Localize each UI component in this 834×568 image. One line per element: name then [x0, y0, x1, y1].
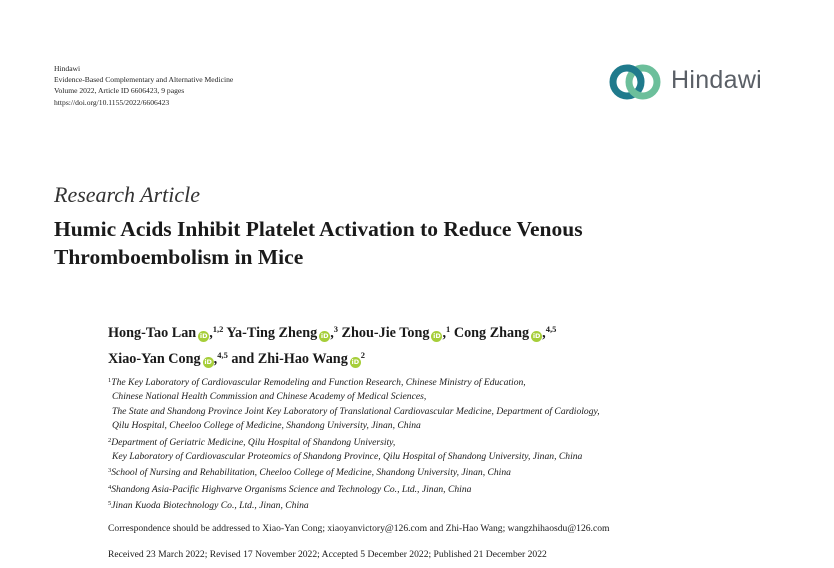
author-affiliation-sup: 3	[333, 324, 338, 334]
affiliation-line	[108, 481, 600, 497]
affiliation-line	[108, 434, 600, 450]
affiliation-line	[108, 374, 600, 390]
doi-link[interactable]: https://doi.org/10.1155/2022/6606423	[54, 97, 170, 107]
orcid-icon[interactable]: iD	[320, 332, 329, 340]
author-name: Cong Zhang	[453, 325, 530, 341]
affiliation-text: The Key Laboratory of Cardiovascular Remodeling and Function Research, Chinese Ministry of Education,	[111, 377, 526, 388]
author-affiliation-sup: 4,5	[217, 350, 228, 360]
affiliation-line	[108, 450, 600, 464]
title-line: Thromboembolism in Mice	[54, 245, 304, 269]
affiliation-text: Qilu Hospital, Cheeloo College of Medicine, Shandong University, Jinan, China	[112, 420, 421, 432]
orcid-icon[interactable]: iD	[532, 332, 541, 340]
affiliation-text: Jinan Kuoda Biotechnology Co., Ltd., Jinan, China	[111, 500, 309, 512]
author-separator: and	[227, 351, 258, 367]
author-name: Zhi-Hao Wang	[257, 351, 348, 367]
author-line: Xiao-Yan Cong iD ,$^{4,5}$ and Zhi-Hao Wang $iD^2$	[108, 350, 366, 367]
author-name: Ya-Ting Zheng	[226, 325, 318, 341]
hindawi-logo-icon	[607, 62, 663, 102]
author-affiliation-sup: 1,2	[212, 324, 224, 334]
orcid-icon[interactable]: iD	[351, 358, 360, 366]
affiliation-line	[108, 464, 600, 480]
author-list	[108, 318, 556, 370]
author-affiliation-sup: 4,5	[545, 324, 557, 334]
affiliation-text: The State and Shandong Province Joint Key Laboratory of Translational Cardiovascular Medicine, Department of Cardiology,	[112, 405, 600, 417]
affiliation-text: School of Nursing and Rehabilitation, Cheeloo College of Medicine, Shandong University, Jinan, China	[111, 467, 511, 479]
author-line: Hong-Tao Lan iD ,$^{1,2}$ Ya-Ting Zheng iD ,$^3$ Zhou-Jie Tong iD ,$^1$ Cong Zhang iD ,$^{4,5}$	[108, 324, 557, 341]
affiliation-line	[108, 405, 600, 419]
author-affiliation-sup: 2	[360, 350, 366, 360]
orcid-icon[interactable]: iD	[433, 332, 441, 340]
hindawi-logo-text: Hindawi	[671, 66, 763, 94]
orcid-icon[interactable]: iD	[204, 358, 212, 366]
affiliation-text: Chinese National Health Commission and Chinese Academy of Medical Sciences,	[112, 391, 427, 403]
correspondence-line: Correspondence should be addressed to Xiao-Yan Cong; xiaoyanvictory@126.com and Zhi-Hao Wang; wangzhihaosdu@126.com	[108, 523, 610, 534]
affiliation-list	[108, 374, 600, 514]
title-line: Humic Acids Inhibit Platelet Activation to Reduce Venous	[54, 217, 583, 241]
publisher-name: Hindawi	[54, 64, 81, 73]
volume-line: Volume 2022, Article ID 6606423, 9 pages	[54, 86, 185, 96]
affiliation-number: 5	[108, 500, 112, 508]
author-name: Zhou-Jie Tong	[341, 325, 430, 341]
affiliation-line	[108, 419, 600, 433]
author-name: Xiao-Yan Cong	[108, 351, 201, 367]
article-title	[54, 215, 583, 271]
orcid-icon[interactable]: iD	[199, 332, 208, 340]
affiliation-text: Shandong Asia-Pacific Highvarve Organisms Science and Technology Co., Ltd., Jinan, China	[111, 483, 472, 495]
affiliation-text: Department of Geriatric Medicine, Qilu Hospital of Shandong University,	[111, 436, 396, 448]
journal-name: Evidence-Based Complementary and Alternative Medicine	[54, 75, 234, 85]
affiliation-number: 3	[108, 467, 112, 475]
affiliation-number: 2	[108, 436, 112, 444]
affiliation-line	[108, 390, 600, 404]
author-affiliation-sup: 1	[446, 324, 451, 334]
affiliation-text: Key Laboratory of Cardiovascular Proteomics of Shandong Province, Qilu Hospital of Shandong University, Jinan, China	[112, 451, 583, 463]
affiliation-line	[108, 497, 600, 513]
article-type: Research Article	[54, 182, 201, 207]
affiliation-number: 4	[108, 483, 112, 491]
journal-meta	[54, 63, 233, 108]
hindawi-logo[interactable]	[607, 60, 777, 104]
publication-dates: Received 23 March 2022; Revised 17 November 2022; Accepted 5 December 2022; Published 21 December 2022	[108, 549, 547, 560]
author-name: Hong-Tao Lan	[108, 325, 197, 341]
affiliation-number: 1	[108, 377, 112, 384]
